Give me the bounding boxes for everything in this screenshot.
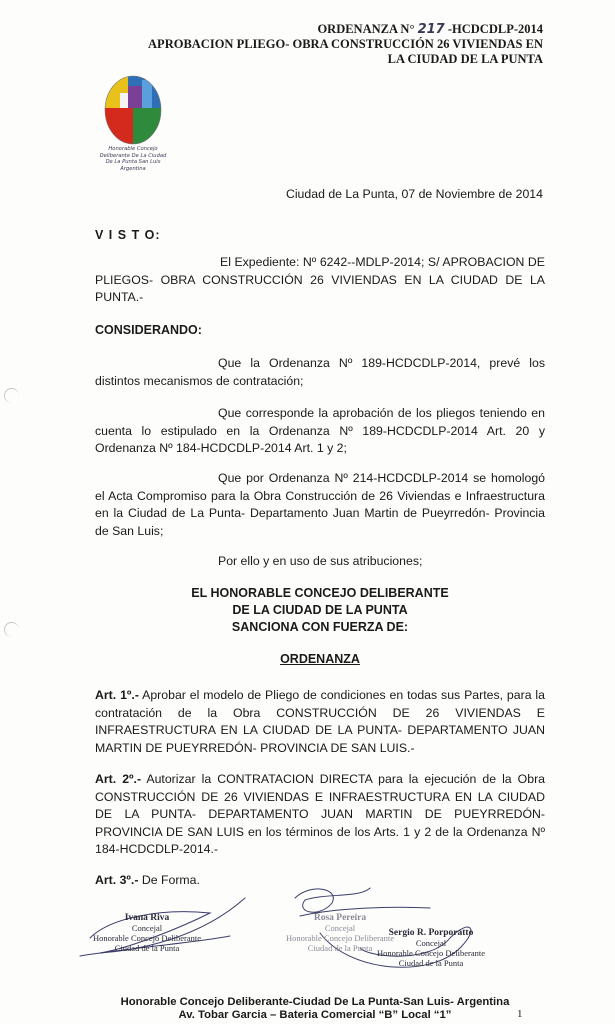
council-logo: [98, 68, 168, 178]
considerando-heading: CONSIDERANDO:: [95, 323, 202, 337]
considerando-paragraph-2: Que corresponde la aprobación de los pliegos teniendo en cuenta lo estipulado en la Ordenanza Nº 189-HCDCDLP-2014 Art. 20 y Ordenanza Nº 184-HCDCDLP-2014 Art. 1 y 2;: [95, 406, 545, 455]
article-1-label: Art. 1º.-: [95, 688, 139, 702]
ordenanza-heading: ORDENANZA: [280, 652, 360, 666]
considerando-paragraph-3: Que por Ordenanza Nº 214-HCDCDLP-2014 se homologó el Acta Compromiso para la Obra Construcción de 26 Viviendas e Infraestructura en la Ciudad de La Punta- Departamento Juan Martin de Pueyrredón- Provincia de San Luis;: [95, 471, 545, 538]
date-line: Ciudad de La Punta, 07 de Noviembre de 2014: [285, 187, 543, 201]
signature-3-role: Concejal: [415, 938, 447, 948]
article-2-label: Art. 2º.-: [95, 772, 142, 786]
visto-heading: V I S T O:: [95, 228, 161, 242]
ordinance-suffix: -HCDCDLP-2014: [447, 22, 543, 36]
visto-text: El Expediente: Nº 6242--MDLP-2014; S/ APROBACION DE PLIEGOS- OBRA CONSTRUCCIÓN 26 VIVIENDAS EN LA CIUDAD DE LA PUNTA.-: [95, 255, 545, 304]
signature-block-1: [92, 913, 202, 953]
signature-1-name: Ivana Riva: [124, 913, 170, 923]
ordinance-number-handwritten: 217: [417, 22, 445, 37]
ordinance-title: [317, 22, 543, 37]
signature-3-city: Ciudad de la Punta: [398, 958, 464, 968]
signature-2-role: Concejal: [324, 923, 356, 933]
ordenanza-heading-wrap: [95, 652, 545, 666]
logo-seal-text: Honorable Concejo Deliberante De La Ciudad De La Punta San Luis Argentina: [99, 146, 167, 172]
considerando-paragraph-1: Que la Ordenanza Nº 189-HCDCDLP-2014, prevé los distintos mecanismos de contratación;: [95, 356, 545, 388]
article-2-text: Autorizar la CONTRATACION DIRECTA para la ejecución de la Obra CONSTRUCCIÓN DE 26 VIVIENDAS E INFRAESTRUCTURA EN LA CIUDAD DE LA PUNTA- DEPARTAMENTO JUAN MARTIN DE PUEYRREDÓN- PROVINCIA DE SAN LUIS en los términos de los Arts. 1 y 2 de la Ordenanza Nº 184-HCDCDLP-2014.-: [95, 772, 546, 856]
signature-3-name: Sergio R. Porporatto: [388, 928, 474, 938]
signature-2-name: Rosa Pereira: [313, 913, 367, 923]
sanciona-line-3: SANCIONA CON FUERZA DE:: [231, 620, 409, 634]
considerando-paragraph-4: Por ello y en uso de sus atribuciones;: [218, 554, 423, 568]
signature-1-org: Honorable Concejo Deliberante: [92, 933, 202, 943]
signature-1-role: Concejal: [131, 923, 163, 933]
ordinance-subtitle-1: APROBACION PLIEGO- OBRA CONSTRUCCIÓN 26 VIVIENDAS EN: [148, 37, 543, 51]
signature-2-org: Honorable Concejo Deliberante: [285, 933, 395, 943]
sanciona-line-2: DE LA CIUDAD DE LA PUNTA: [232, 603, 408, 617]
page-number: 1: [517, 1008, 523, 1020]
article-2: [95, 771, 545, 859]
article-1-text: Aprobar el modelo de Pliego de condiciones en todas sus Partes, para la contratación de la Obra CONSTRUCCIÓN DE 26 VIVIENDAS E INFRAESTRUCTURA EN LA CIUDAD DE LA PUNTA- DEPARTAMENTO JUAN MARTIN DE PUEYRREDÓN- PROVINCIA DE SAN LUIS.-: [95, 688, 546, 755]
ordinance-subtitle-2: LA CIUDAD DE LA PUNTA: [387, 52, 543, 66]
article-3-label: Art. 3º.-: [95, 873, 139, 887]
footer-line-1: Honorable Concejo Deliberante-Ciudad De La Punta-San Luis- Argentina: [120, 996, 510, 1008]
signature-2-city: Ciudad de la Punta: [307, 943, 373, 953]
ordinance-prefix: ORDENANZA N°: [317, 22, 415, 36]
scan-mark-1: [4, 388, 19, 403]
footer-line-2: Av. Tobar Garcia – Bateria Comercial “B” Local “1”: [178, 1009, 452, 1021]
article-1: [95, 687, 545, 757]
sanciona-block: [95, 585, 545, 636]
footer: [60, 996, 570, 1022]
signature-3-org: Honorable Concejo Deliberante: [376, 948, 486, 958]
article-3-text: De Forma.: [138, 873, 200, 887]
signature-block-3: [372, 928, 490, 968]
scan-mark-2: [4, 622, 19, 637]
sanciona-line-1: EL HONORABLE CONCEJO DELIBERANTE: [191, 586, 449, 600]
council-logo-icon: [98, 68, 168, 148]
signature-1-city: Ciudad de la Punta: [114, 943, 180, 953]
